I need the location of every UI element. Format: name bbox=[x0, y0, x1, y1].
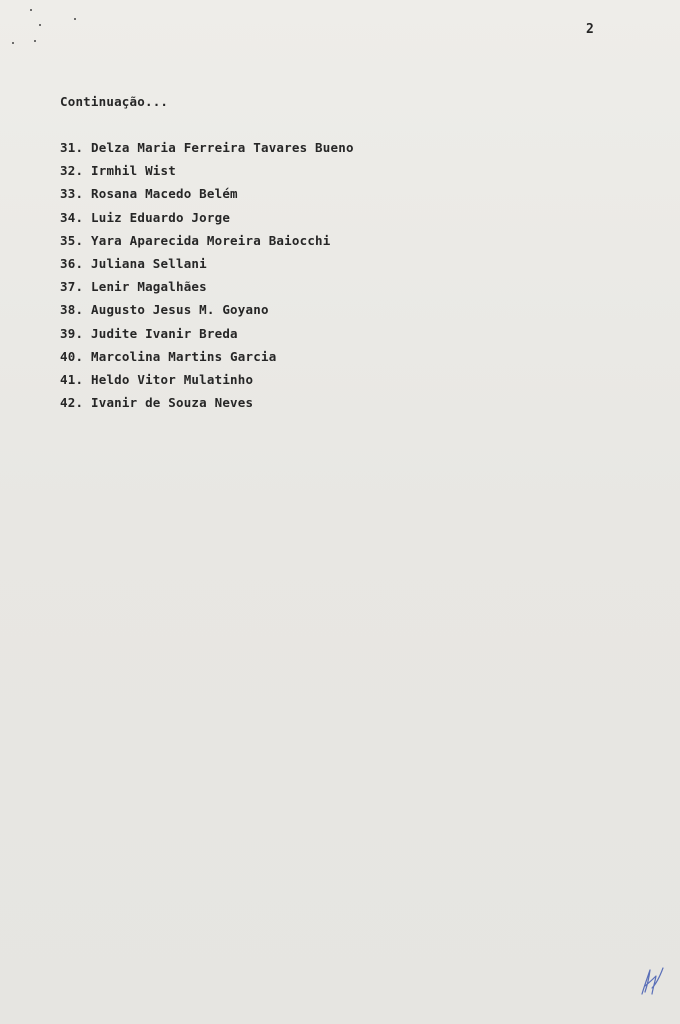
list-item bbox=[60, 345, 354, 368]
person-name: Judite Ivanir Breda bbox=[91, 325, 238, 341]
person-name: Ivanir de Souza Neves bbox=[91, 395, 254, 411]
person-name: Irmhil Wist bbox=[91, 163, 176, 179]
list-item bbox=[60, 391, 354, 414]
paper-speck bbox=[12, 42, 14, 44]
item-number: 38. bbox=[60, 302, 84, 318]
list-item bbox=[60, 275, 354, 298]
list-item bbox=[60, 136, 354, 159]
person-name: Luiz Eduardo Jorge bbox=[91, 209, 231, 225]
person-name: Delza Maria Ferreira Tavares Bueno bbox=[91, 140, 354, 155]
list-item bbox=[60, 159, 354, 182]
person-name: Augusto Jesus M. Goyano bbox=[91, 302, 269, 318]
paper-speck bbox=[74, 18, 76, 20]
list-item bbox=[60, 322, 354, 345]
item-number: 35. bbox=[60, 232, 84, 248]
list-item bbox=[60, 229, 354, 252]
item-number: 31. bbox=[60, 140, 84, 155]
item-number: 33. bbox=[60, 186, 84, 202]
person-name: Lenir Magalhães bbox=[91, 279, 207, 295]
names-list bbox=[60, 136, 354, 414]
item-number: 36. bbox=[60, 255, 84, 271]
paper-speck bbox=[39, 24, 41, 26]
person-name: Rosana Macedo Belém bbox=[91, 186, 238, 202]
list-item bbox=[60, 368, 354, 391]
item-number: 42. bbox=[60, 395, 84, 411]
item-number: 41. bbox=[60, 371, 84, 387]
signature-initials-icon bbox=[636, 964, 666, 998]
list-item bbox=[60, 252, 354, 275]
person-name: Juliana Sellani bbox=[91, 255, 207, 271]
list-item bbox=[60, 206, 354, 229]
page-number: 2 bbox=[586, 22, 594, 37]
item-number: 37. bbox=[60, 279, 84, 295]
item-number: 34. bbox=[60, 209, 84, 225]
list-item bbox=[60, 298, 354, 321]
item-number: 32. bbox=[60, 163, 84, 179]
item-number: 40. bbox=[60, 348, 84, 364]
paper-speck bbox=[30, 9, 32, 11]
continuation-heading: Continuação... bbox=[60, 94, 169, 109]
paper-speck bbox=[34, 40, 36, 42]
list-item bbox=[60, 182, 354, 205]
person-name: Marcolina Martins Garcia bbox=[91, 348, 277, 364]
person-name: Yara Aparecida Moreira Baiocchi bbox=[91, 232, 331, 248]
item-number: 39. bbox=[60, 325, 84, 341]
person-name: Heldo Vitor Mulatinho bbox=[91, 371, 254, 387]
